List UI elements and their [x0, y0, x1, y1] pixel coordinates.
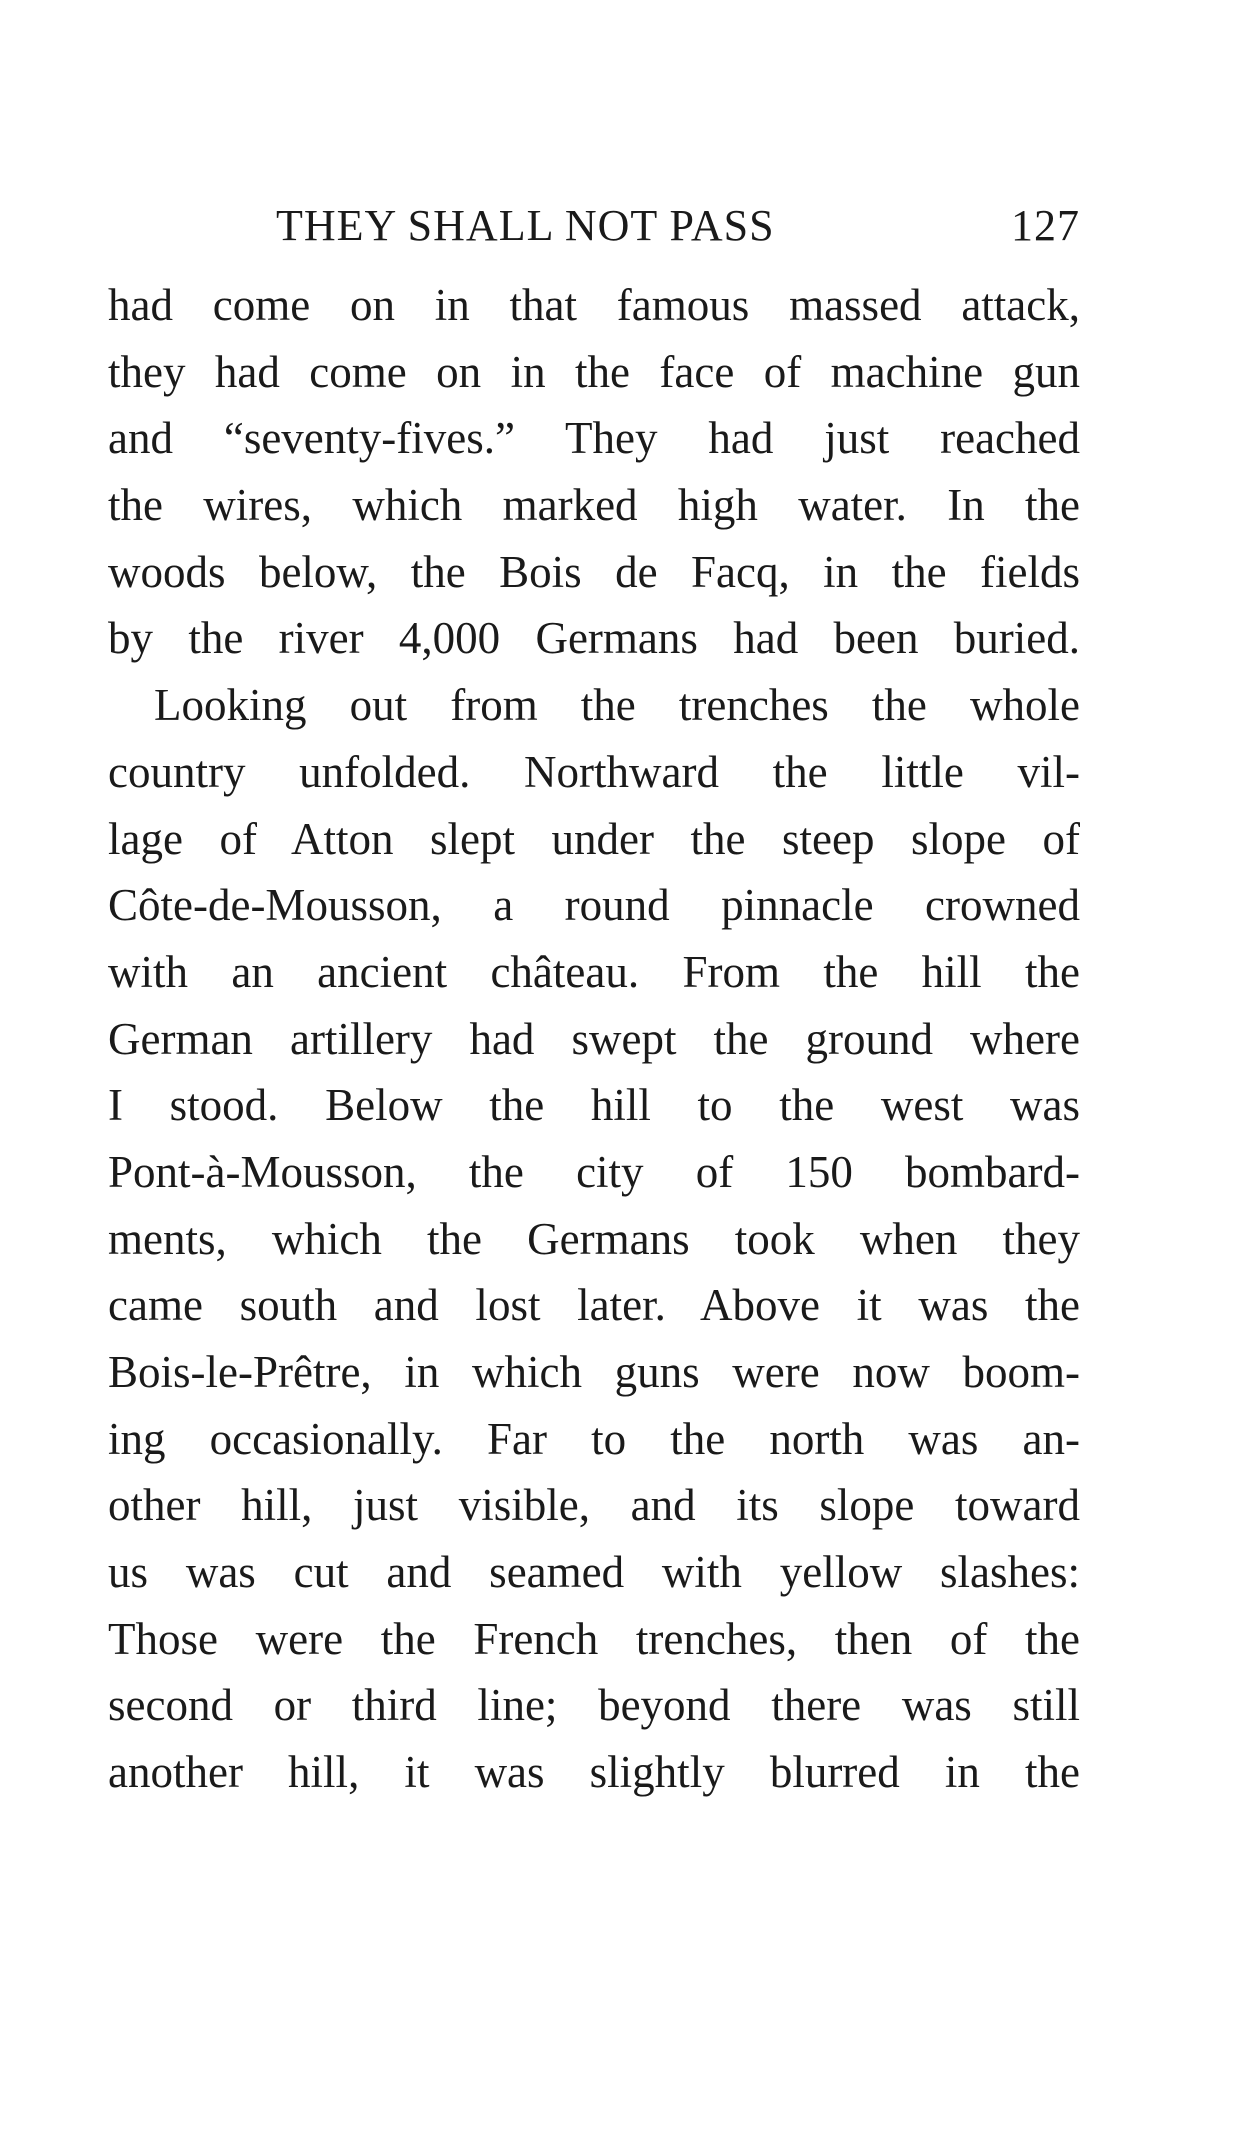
text-line: us was cut and seamed with yellow slashes:: [108, 1547, 1080, 1598]
text-line: Bois-le-Prêtre, in which guns were now boom-: [108, 1347, 1080, 1397]
text-line: ing occasionally. Far to the north was an-: [108, 1413, 1080, 1464]
text-line: the wires, which marked high water. In the: [108, 480, 1080, 531]
text-line: German artillery had swept the ground where: [108, 1013, 1080, 1064]
text-line: ments, which the Germans took when they: [108, 1213, 1080, 1264]
text-line: other hill, just visible, and its slope toward: [108, 1480, 1080, 1531]
text-line: Pont-à-Mousson, the city of 150 bombard-: [108, 1146, 1080, 1197]
text-line: woods below, the Bois de Facq, in the fields: [108, 546, 1080, 597]
text-line: by the river 4,000 Germans had been buried.: [108, 613, 1080, 664]
text-line: Looking out from the trenches the whole: [154, 680, 1080, 731]
book-page: [108, 200, 1080, 1806]
text-line: had come on in that famous massed attack,: [108, 280, 1080, 330]
text-line: they had come on in the face of machine gun: [108, 346, 1080, 397]
running-title: THEY SHALL NOT PASS: [276, 201, 775, 250]
page-number: 127: [1011, 201, 1080, 250]
text-line: second or third line; beyond there was still: [108, 1680, 1080, 1731]
text-line: Côte-de-Mousson, a round pinnacle crowned: [108, 880, 1080, 931]
paragraph-1: [108, 272, 1080, 672]
text-line: came south and lost later. Above it was the: [108, 1280, 1080, 1331]
text-line: country unfolded. Northward the little vil-: [108, 746, 1080, 797]
text-line: Those were the French trenches, then of the: [108, 1613, 1080, 1664]
text-line: another hill, it was slightly blurred in the: [108, 1747, 1080, 1798]
running-head: [108, 200, 1080, 260]
text-line: I stood. Below the hill to the west was: [108, 1080, 1080, 1131]
text-line: and “seventy-fives.” They had just reached: [108, 413, 1080, 464]
text-line: lage of Atton slept under the steep slope of: [108, 813, 1080, 864]
paragraph-2: [108, 672, 1080, 1806]
text-line: with an ancient château. From the hill the: [108, 946, 1080, 997]
